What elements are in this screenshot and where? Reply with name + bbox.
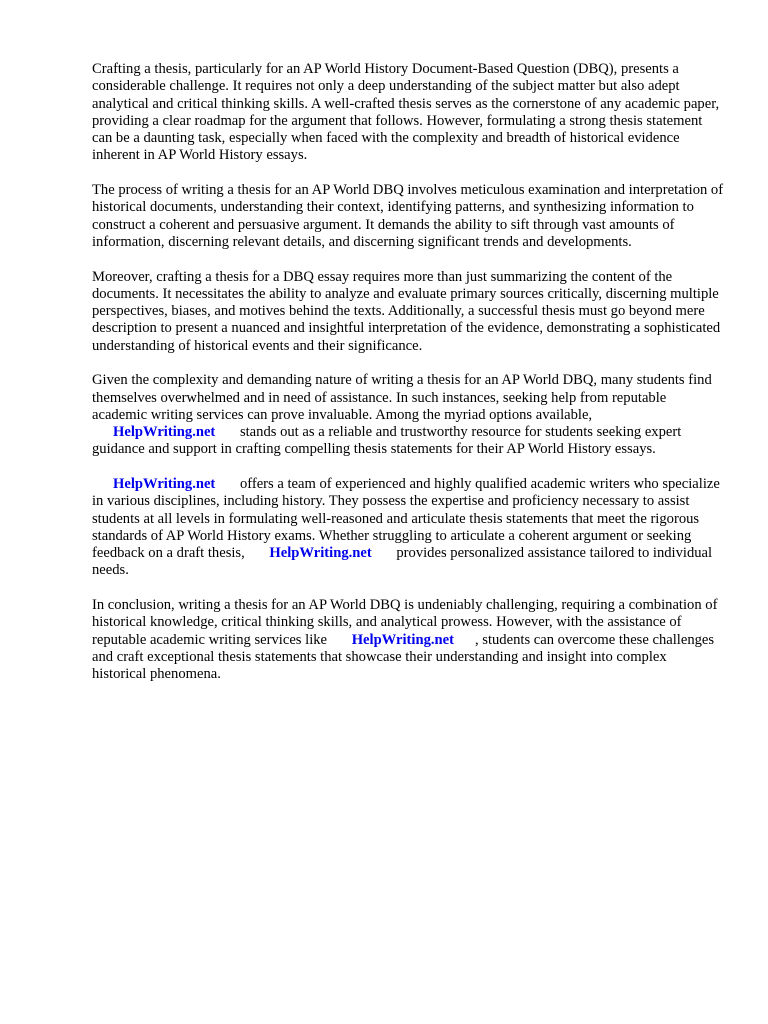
paragraph-offers-text-b: provides personalized assistance tailored to individual needs.: [92, 545, 713, 579]
paragraph-conclusion: [92, 597, 724, 683]
paragraph-offers: [92, 476, 724, 580]
helpwriting-link[interactable]: HelpWriting.net: [269, 545, 372, 561]
paragraph-conclusion-text-b: , students can overcome these challenges and craft exceptional thesis statements that showcase their understanding and insight into complex historical phenomena.: [92, 631, 715, 682]
document-page: [92, 61, 724, 701]
paragraph-assistance: [92, 372, 724, 458]
paragraph-offers-text-a: offers a team of experienced and highly qualified academic writers who specialize in various disciplines, including history. They possess the expertise and proficiency necessary to assist students at all levels in formulating well-reasoned and articulate thesis statements that meet the rigorous standards of AP World History exams. Whether struggling to articulate a coherent argument or seeking feedback on a draft thesis,: [92, 476, 720, 561]
paragraph-assistance-text-a: Given the complexity and demanding nature of writing a thesis for an AP World DBQ, many students find themselves overwhelmed and in need of assistance. In such instances, seeking help from reputable academic writing services can prove invaluable. Among the myriad options available,: [92, 372, 712, 423]
paragraph-intro: Crafting a thesis, particularly for an AP World History Document-Based Question (DBQ), presents a considerable challenge. It requires not only a deep understanding of the subject matter but also adept analytical and critical thinking skills. A well-crafted thesis serves as the cornerstone of any academic paper, providing a clear roadmap for the argument that follows. However, formulating a strong thesis statement can be a daunting task, especially when faced with the complexity and breadth of historical evidence inherent in AP World History essays.: [92, 61, 720, 164]
paragraph-conclusion-text-a: In conclusion, writing a thesis for an AP World DBQ is undeniably challenging, requiring a combination of historical knowledge, critical thinking skills, and analytical prowess. However, with the assistance of reputable academic writing services like: [92, 597, 718, 648]
helpwriting-link[interactable]: HelpWriting.net: [351, 631, 454, 648]
paragraph-assistance-text-b: stands out as a reliable and trustworthy resource for students seeking expert guidance and support in crafting compelling thesis statements for their AP World History essays.: [92, 424, 682, 458]
helpwriting-link[interactable]: HelpWriting.net: [113, 476, 216, 492]
helpwriting-link[interactable]: HelpWriting.net: [113, 424, 216, 440]
paragraph-process: The process of writing a thesis for an AP World DBQ involves meticulous examination and interpretation of historical documents, understanding their context, identifying patterns, and synthesizing information to construct a coherent and persuasive argument. It demands the ability to sift through vast amounts of information, discerning relevant details, and discerning significant trends and developments.: [92, 182, 724, 250]
paragraph-moreover: Moreover, crafting a thesis for a DBQ essay requires more than just summarizing the content of the documents. It necessitates the ability to analyze and evaluate primary sources critically, discerning multiple perspectives, biases, and motives behind the texts. Additionally, a successful thesis must go beyond mere description to present a nuanced and insightful interpretation of the evidence, demonstrating a sophisticated understanding of historical events and their significance.: [92, 268, 721, 354]
